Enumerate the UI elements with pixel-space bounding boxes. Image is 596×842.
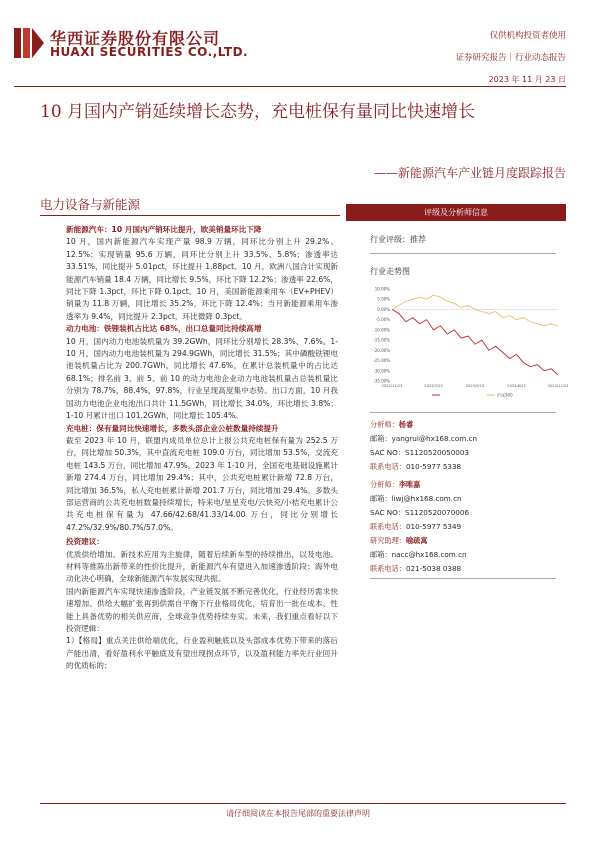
report-subtitle: ——新能源汽车产业链月度跟踪报告 xyxy=(373,166,566,180)
header-divider xyxy=(14,86,566,87)
analyst-name: 李唯嘉 xyxy=(398,480,421,489)
rating-panel-header: 评级及分析师信息 xyxy=(346,204,566,221)
analyst-card-2 xyxy=(370,478,469,534)
y-tick-label: -5.00% xyxy=(375,317,390,323)
sector-heading: 电力设备与新能源 xyxy=(40,197,141,212)
series-line xyxy=(392,309,558,374)
y-tick-label: 10.00% xyxy=(374,286,390,292)
analyst-name: 杨睿 xyxy=(398,420,414,429)
y-tick-label: -25.00% xyxy=(373,358,390,364)
report-type: 证券研究报告｜行业动态报告 xyxy=(455,53,566,63)
battery-paragraph: 10 月，国内动力电池装机量为 39.2GWh，同环比分别增长 28.3%、7.6%。1-10 月，国内动力电池装机量为 294.9GWh，同比增长 31.5%；其中磷酸铁锂电池装机量占比为 200.7GWh，同比增长 47.6%，在累计总装机量中的占比达 68.1%；排名前 3、前 5、前 10 的动力电池企业动力电池装机量占总装机量比分别为 78.7%、88.4%、97.8%，行业呈现高度集中态势。出口方面，10 月我国动力电池企业电池出口共计 11.5GWh，同比增长 34.0%，环比增长 3.8%；1-10 月累计出口 101.2GWh，同比增长 105.4%。 xyxy=(66,336,338,421)
y-tick-label: -10.00% xyxy=(373,327,390,333)
analyst-phone: 021-5038 0388 xyxy=(405,564,462,573)
email-label: 邮箱： xyxy=(370,434,392,443)
analyst-card-3 xyxy=(370,534,467,576)
y-tick-label: -30.00% xyxy=(373,368,390,374)
company-name-cn: 华西证券股份有限公司 xyxy=(50,29,221,48)
x-tick-label: 2023/5/23 xyxy=(465,384,485,388)
phone-label: 联系电话： xyxy=(370,564,406,573)
trend-chart-title: 行业走势图 xyxy=(370,267,410,276)
y-tick-label: -35.00% xyxy=(373,378,390,384)
report-body xyxy=(66,224,338,673)
y-tick-label: 5.00% xyxy=(377,296,390,302)
analyst-email[interactable]: nacc@hx168.com.cn xyxy=(391,550,467,559)
sac-label: SAC NO： xyxy=(370,448,406,457)
email-label: 邮箱： xyxy=(370,494,392,503)
analyst-role: 分析师： xyxy=(370,480,399,489)
investment-paragraph-2: 国内新能源汽车实现快速渗透阶段，产业链发展不断完善优化，行业经历需求快速增加、供给大幅扩张再到供需自平衡下行业格局优化，培育出一批在成本、性能上具备优势的相关供应商，全球竞争优势持续夯实。未来，我们重点看好以下投资逻辑： xyxy=(66,586,338,633)
industry-rating xyxy=(370,234,426,245)
y-tick-label: 0.00% xyxy=(377,306,390,312)
y-tick-label: -20.00% xyxy=(373,347,390,353)
y-tick-label: -15.00% xyxy=(373,337,390,343)
analyst-card-1 xyxy=(370,418,477,474)
analyst-email[interactable]: liwj@hx168.com.cn xyxy=(391,494,462,503)
huaxi-logo-icon xyxy=(14,28,44,58)
investment-heading: 投资建议： xyxy=(66,537,104,547)
x-tick-label: 2022/11/23 xyxy=(381,384,403,388)
rating-value: 推荐 xyxy=(410,235,426,244)
report-title: 10 月国内产销延续增长态势，充电桩保有量同比快速增长 xyxy=(40,102,476,122)
ev-heading: 新能源汽车：10 月国内产销环比提升，欧美销量环比下降 xyxy=(66,225,262,234)
analyst-role: 研究助理： xyxy=(370,536,406,545)
x-tick-label: 2023/8/23 xyxy=(507,384,526,388)
x-tick-label: 2023/2/23 xyxy=(424,384,443,388)
analyst-phone: 010-5977 5349 xyxy=(405,522,462,531)
analyst-phone: 010-5977 5338 xyxy=(405,462,462,471)
sac-label: SAC NO： xyxy=(370,508,406,517)
investment-paragraph-3: 1）【格局】重点关注供给端优化，行业盈利触底以及头部成本优势下带来的落后产能出清，看好盈利水平触底及有望出现拐点环节，以及盈利能力率先行业回升的优质标的； xyxy=(66,636,338,671)
sac-number: S1120520070006 xyxy=(405,508,470,517)
battery-heading: 动力电池：铁锂装机占比达 68%，出口总量同比持续高增 xyxy=(66,324,262,334)
industry-trend-chart xyxy=(362,283,569,403)
panel-divider xyxy=(370,578,556,579)
phone-label: 联系电话： xyxy=(370,522,406,531)
rating-label: 行业评级： xyxy=(370,235,410,244)
email-label: 邮箱： xyxy=(370,550,392,559)
legend-label: 沪深300 xyxy=(497,392,513,398)
analyst-email[interactable]: yangrui@hx168.com.cn xyxy=(391,434,478,443)
report-date: 2023 年 11 月 23 日 xyxy=(488,75,566,84)
sac-number: S1120520050003 xyxy=(405,448,470,457)
panel-divider xyxy=(370,253,556,254)
legal-notice: 请仔细阅读在本报告尾部的重要法律声明 xyxy=(226,809,370,818)
footer-divider xyxy=(40,803,566,804)
charging-heading: 充电桩：保有量同比快速增长，多数头部企业公桩数量持续提升 xyxy=(66,423,279,433)
ev-paragraph: 10 月，国内新能源汽车实现产量 98.9 万辆，同环比分别上升 29.2%、12.5%；实现销量 95.6 万辆，同环比分别上升 33.5%、5.8%；渗透率达 33.51%，同比提升 5.01pct，环比提升 1.88pct。10 月，欧洲八国合计实现新能源汽车销量 18.4 万辆，同比增长 9.5%，环比下降 12.2%；渗透率 22.6%，同比下降 1.3pct，环比下降 0.1pct。10 月，美国新能源乘用车（EV+PHEV）销量为 11.8 万辆，同比增长 35.2%，环比下降 12.4%；当月新能源乘用车渗透率为 9.4%，同比提升 2.3pct，环比微降 0.3pct。 xyxy=(66,237,338,321)
x-tick-label: 2023/11/23 xyxy=(547,384,569,388)
analyst-name: 喻疏寓 xyxy=(405,536,428,545)
investment-paragraph-1: 优质供给增加、新技术应用为主旋律，随着后续新车型的持续推出，以及电池、材料等推陈出新带来的性价比提升，新能源汽车有望进入加速渗透阶段；海外电动化决心明确，全球新能源汽车发展实现共振。 xyxy=(66,549,338,584)
audience-note: 仅供机构投资者使用 xyxy=(489,31,566,41)
phone-label: 联系电话： xyxy=(370,462,406,471)
sector-divider xyxy=(40,215,340,216)
charging-paragraph: 截至 2023 年 10 月，联盟内成员单位总计上报公共充电桩保有量为 252.5 万台，同比增加 50.3%，其中直流充电桩 109.0 万台，同比增加 53.5%，交流充电桩 143.5 万台，同比增加 47.9%。2023 年 1-10 月，全国充电基础设施累计新增 274.4 万台，同比增加 29.4%；其中，公共充电桩累计新增 72.8 万台，同比增加 36.5%，私人充电桩累计新增 201.7 万台，同比增加 29.4%。多数头部运营商的公共充电桩数量持续增长，特来电/星星充电/云快充/小桔充电累计公共充电桩保有量为 47.66/42.68/41.33/14.00 万台，同比分别增长 47.2%/32.9%/80.7%/57.0%。 xyxy=(66,435,338,532)
analyst-role: 分析师： xyxy=(370,420,399,429)
company-name-en: HUAXI SECURITIES CO.,LTD. xyxy=(50,45,249,59)
panel-divider xyxy=(370,412,556,413)
